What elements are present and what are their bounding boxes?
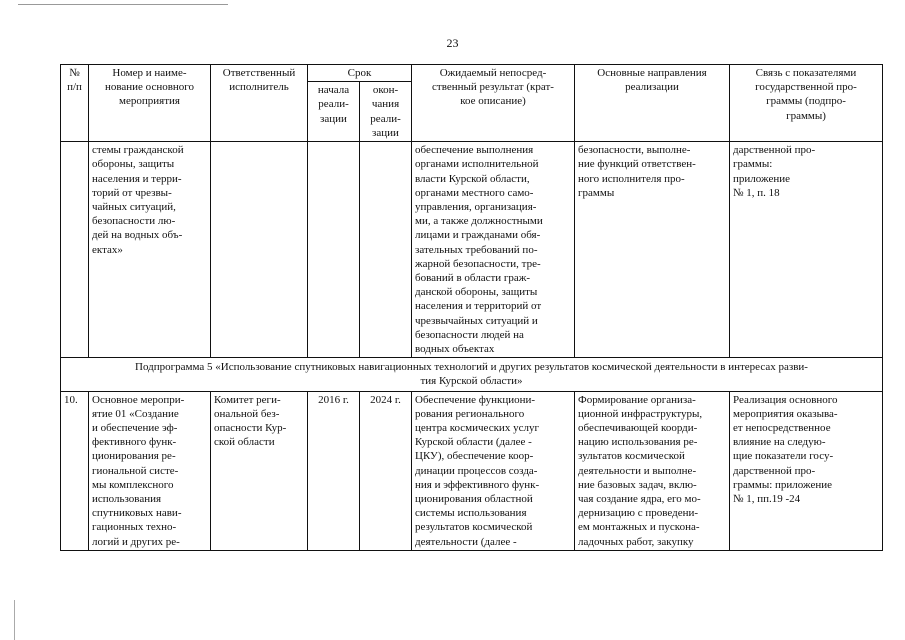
row2-directions: Формирование организа- ционной инфраструктуры, обеспечивающей коорди- нацию использования ре- зультатов космической деятельности и выполне- ние базовых задач, вклю- чая создание ядра, его мо- дернизацию с проведени- ем монтажных и пускона- ладочных работ, закупку: [575, 391, 730, 550]
row1-directions: безопасности, выполне- ние функций ответствен- ного исполнителя про- граммы: [575, 142, 730, 358]
row2-num: 10.: [61, 391, 89, 550]
top-rule: [18, 4, 228, 5]
header-directions: Основные направления реализации: [575, 65, 730, 142]
row2-name: Основное меропри- ятие 01 «Создание и обеспечение эф- фективного функ- ционирования ре- гиональной систе- мы комплексного использования спутниковых нави- гационных техно- логий и других ре-: [89, 391, 211, 550]
page-number: 23: [446, 36, 459, 50]
page-edge: [14, 600, 15, 640]
row1-result: обеспечение выполнения органами исполнительной власти Курской области, органами местного само- управления, организация- ми, а также должностными лицами и гражданами обя- зательных требований по- жарной безопасности, тре- бований в области граж- данской обороны, защиты населения и территорий от чрезвычайных ситуаций и безопасности людей на водных объектах: [412, 142, 575, 358]
row1-start: [308, 142, 360, 358]
row1-link: дарственной про- граммы: приложение № 1, п. 18: [730, 142, 883, 358]
subprogram-row: [61, 358, 883, 391]
table-row: [61, 142, 883, 358]
row2-result: Обеспечение функциони- рования регионального центра космических услуг Курской области (далее - ЦКУ), обеспечение коор- динации процессов созда- ния и эффективного функ- ционирования областной системы использования результатов космической деятельности (далее -: [412, 391, 575, 550]
header-executor: Ответственный исполнитель: [211, 65, 308, 142]
row2-start: 2016 г.: [308, 391, 360, 550]
row1-executor: [211, 142, 308, 358]
subprogram-title: Подпрограмма 5 «Использование спутниковых навигационных технологий и других результатов космической деятельности в интересах разви- тия Курской области»: [61, 358, 883, 391]
header-num: № п/п: [61, 65, 89, 142]
header-name: Номер и наиме- нование основного мероприятия: [89, 65, 211, 142]
header-result: Ожидаемый непосред- ственный результат (крат- кое описание): [412, 65, 575, 142]
header-start: начала реали- зации: [308, 82, 360, 142]
header-row: [61, 65, 883, 82]
header-end: окон- чания реали- зации: [360, 82, 412, 142]
measures-table: [60, 64, 883, 551]
header-term: Срок: [308, 65, 412, 82]
row1-end: [360, 142, 412, 358]
row1-num: [61, 142, 89, 358]
header-link: Связь с показателями государственной про- граммы (подпро- граммы): [730, 65, 883, 142]
table-row: [61, 391, 883, 550]
row2-end: 2024 г.: [360, 391, 412, 550]
row2-link: Реализация основного мероприятия оказыва- ет непосредственное влияние на следую- щие показатели госу- дарственной про- граммы: приложение № 1, пп.19 -24: [730, 391, 883, 550]
row2-executor: Комитет реги- ональной без- опасности Кур- ской области: [211, 391, 308, 550]
row1-name: стемы гражданской обороны, защиты населения и терри- торий от чрезвы- чайных ситуаций, безопасности лю- дей на водных объ- ектах»: [89, 142, 211, 358]
